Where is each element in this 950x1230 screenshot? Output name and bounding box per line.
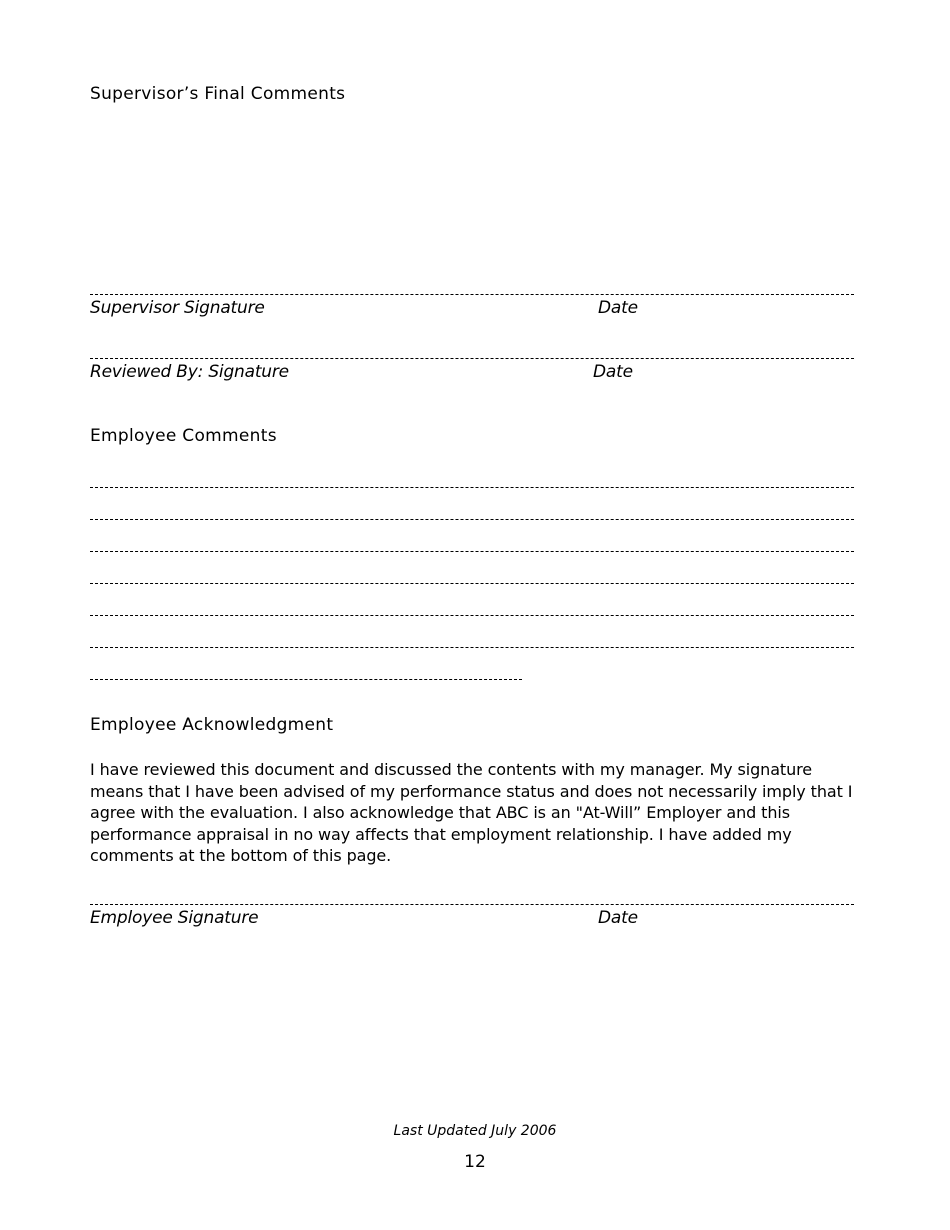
employee-signature-label: Employee Signature <box>90 908 259 928</box>
acknowledgment-heading: Employee Acknowledgment <box>90 715 334 735</box>
comment-line[interactable] <box>90 551 854 552</box>
comment-line[interactable] <box>90 615 854 616</box>
reviewer-signature-line[interactable] <box>90 358 854 359</box>
comment-line[interactable] <box>90 583 854 584</box>
supervisor-date-label: Date <box>598 298 638 318</box>
last-updated-note: Last Updated July 2006 <box>393 1123 557 1139</box>
employee-date-label: Date <box>598 908 638 928</box>
supervisor-signature-label: Supervisor Signature <box>90 298 265 318</box>
comment-line[interactable] <box>90 487 854 488</box>
comment-line[interactable] <box>90 519 854 520</box>
reviewer-date-label: Date <box>593 362 633 382</box>
employee-signature-line[interactable] <box>90 904 854 905</box>
comment-line-last[interactable] <box>90 679 522 680</box>
comment-line[interactable] <box>90 647 854 648</box>
employee-comments-heading: Employee Comments <box>90 426 277 446</box>
supervisor-comments-heading: Supervisor’s Final Comments <box>90 84 346 104</box>
page-number: 12 <box>464 1152 486 1172</box>
supervisor-signature-line[interactable] <box>90 294 854 295</box>
reviewer-signature-label: Reviewed By: Signature <box>90 362 289 382</box>
acknowledgment-text: I have reviewed this document and discussed the contents with my manager. My signature means that I have been advised of my performance status and does not necessarily imply that I agree with the evaluation. I also acknowledge that ABC is an "At-Will” Employer and this performance appraisal in no way affects that employment relationship. I have added my comments at the bottom of this page. <box>90 760 853 865</box>
